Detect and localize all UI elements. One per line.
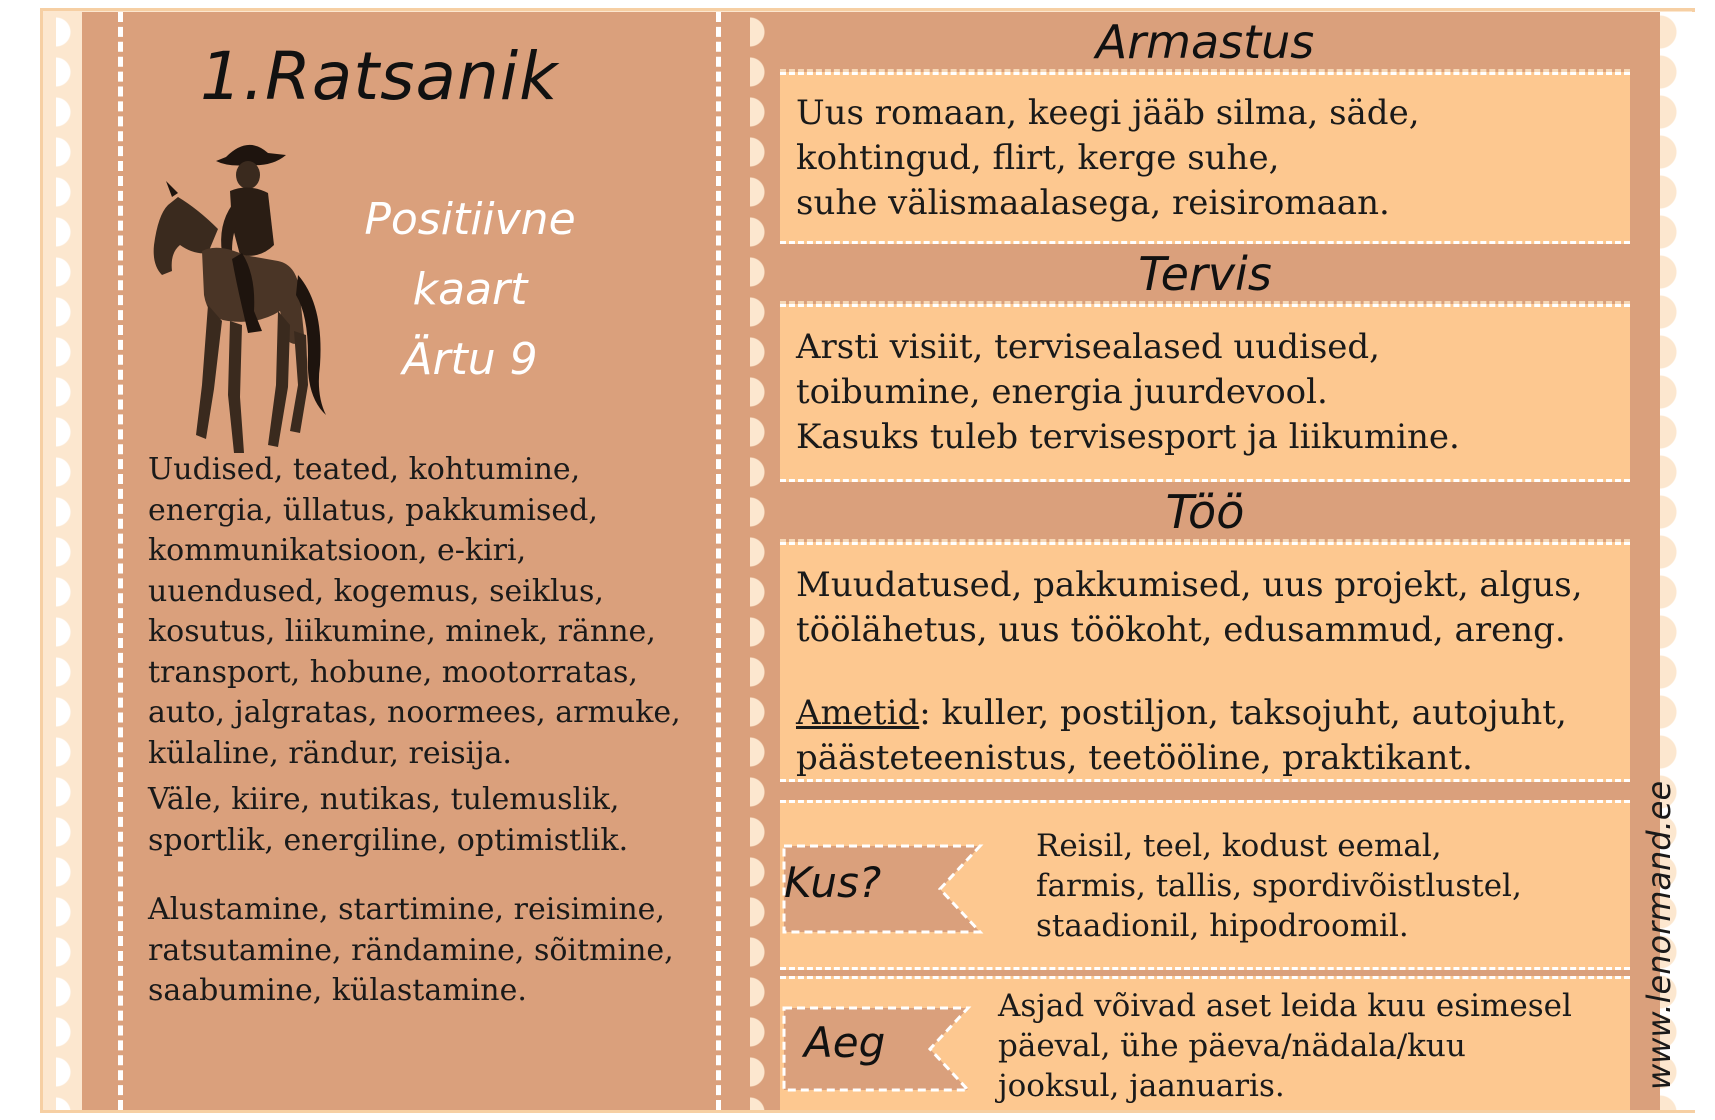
work-text: Muudatused, pakkumised, uus projekt, algus, töölähetus, uus töökoht, edusammud, areng.: [796, 565, 1583, 650]
left-stitch: [118, 12, 123, 1110]
horse-rider-icon: [148, 135, 328, 480]
actions-text: Alustamine, startimine, reisimine, ratsutamine, rändamine, sõitmine, saabumine, külastamine.: [148, 892, 674, 1008]
site-url: www.lenormand.ee: [1640, 780, 1678, 1090]
badge-suit: Ärtu 9: [402, 334, 538, 385]
middle-scallop-edge: [750, 12, 782, 1110]
badge-card: kaart: [412, 264, 528, 315]
jobs-label: Ametid: [796, 693, 920, 733]
work-title: Töö: [1165, 485, 1245, 539]
jobs-text: : kuller, postiljon, taksojuht, autojuht, päästeteenistus, teetööline, praktikant.: [796, 693, 1567, 778]
when-label: Aeg: [804, 1018, 886, 1067]
health-header: [780, 244, 1630, 304]
love-box: [780, 72, 1630, 244]
health-title: Tervis: [1138, 247, 1272, 301]
traits-text: Väle, kiire, nutikas, tulemuslik, sportlik, energiline, optimistlik.: [148, 782, 629, 858]
health-text: Arsti visiit, tervisealased uudised, toibumine, energia juurdevool. Kasuks tuleb tervisesport ja liikumine.: [796, 327, 1460, 457]
where-text: Reisil, teel, kodust eemal, farmis, tallis, spordivõistlustel, staadionil, hipodroomil.: [1036, 828, 1522, 944]
where-label: Kus?: [784, 858, 882, 907]
work-box: [780, 542, 1630, 782]
work-header: [780, 482, 1630, 542]
badge-positive: Positiivne: [364, 194, 576, 245]
keywords-text: Uudised, teated, kohtumine, energia, üllatus, pakkumised, kommunikatsioon, e-kiri, uuendused, kogemus, seiklus, kosutus, liikumine, minek, ränne, transport, hobune, mootorratas, auto, jalgratas, noormees, armuke, külaline, rändur, reisija.: [148, 452, 681, 771]
jobs-line: [796, 691, 1567, 781]
love-title: Armastus: [1095, 15, 1315, 69]
right-stitch: [716, 12, 721, 1110]
card-badge: [320, 185, 620, 395]
love-header: [780, 12, 1630, 72]
card-title: 1.Ratsanik: [200, 38, 559, 115]
health-box: [780, 304, 1630, 482]
when-text: Asjad võivad aset leida kuu esimesel päeval, ühe päeva/nädala/kuu jooksul, jaanuaris.: [998, 988, 1572, 1104]
love-text: Uus romaan, keegi jääb silma, säde, kohtingud, flirt, kerge suhe, suhe välismaalasega, reisiromaan.: [796, 93, 1420, 223]
